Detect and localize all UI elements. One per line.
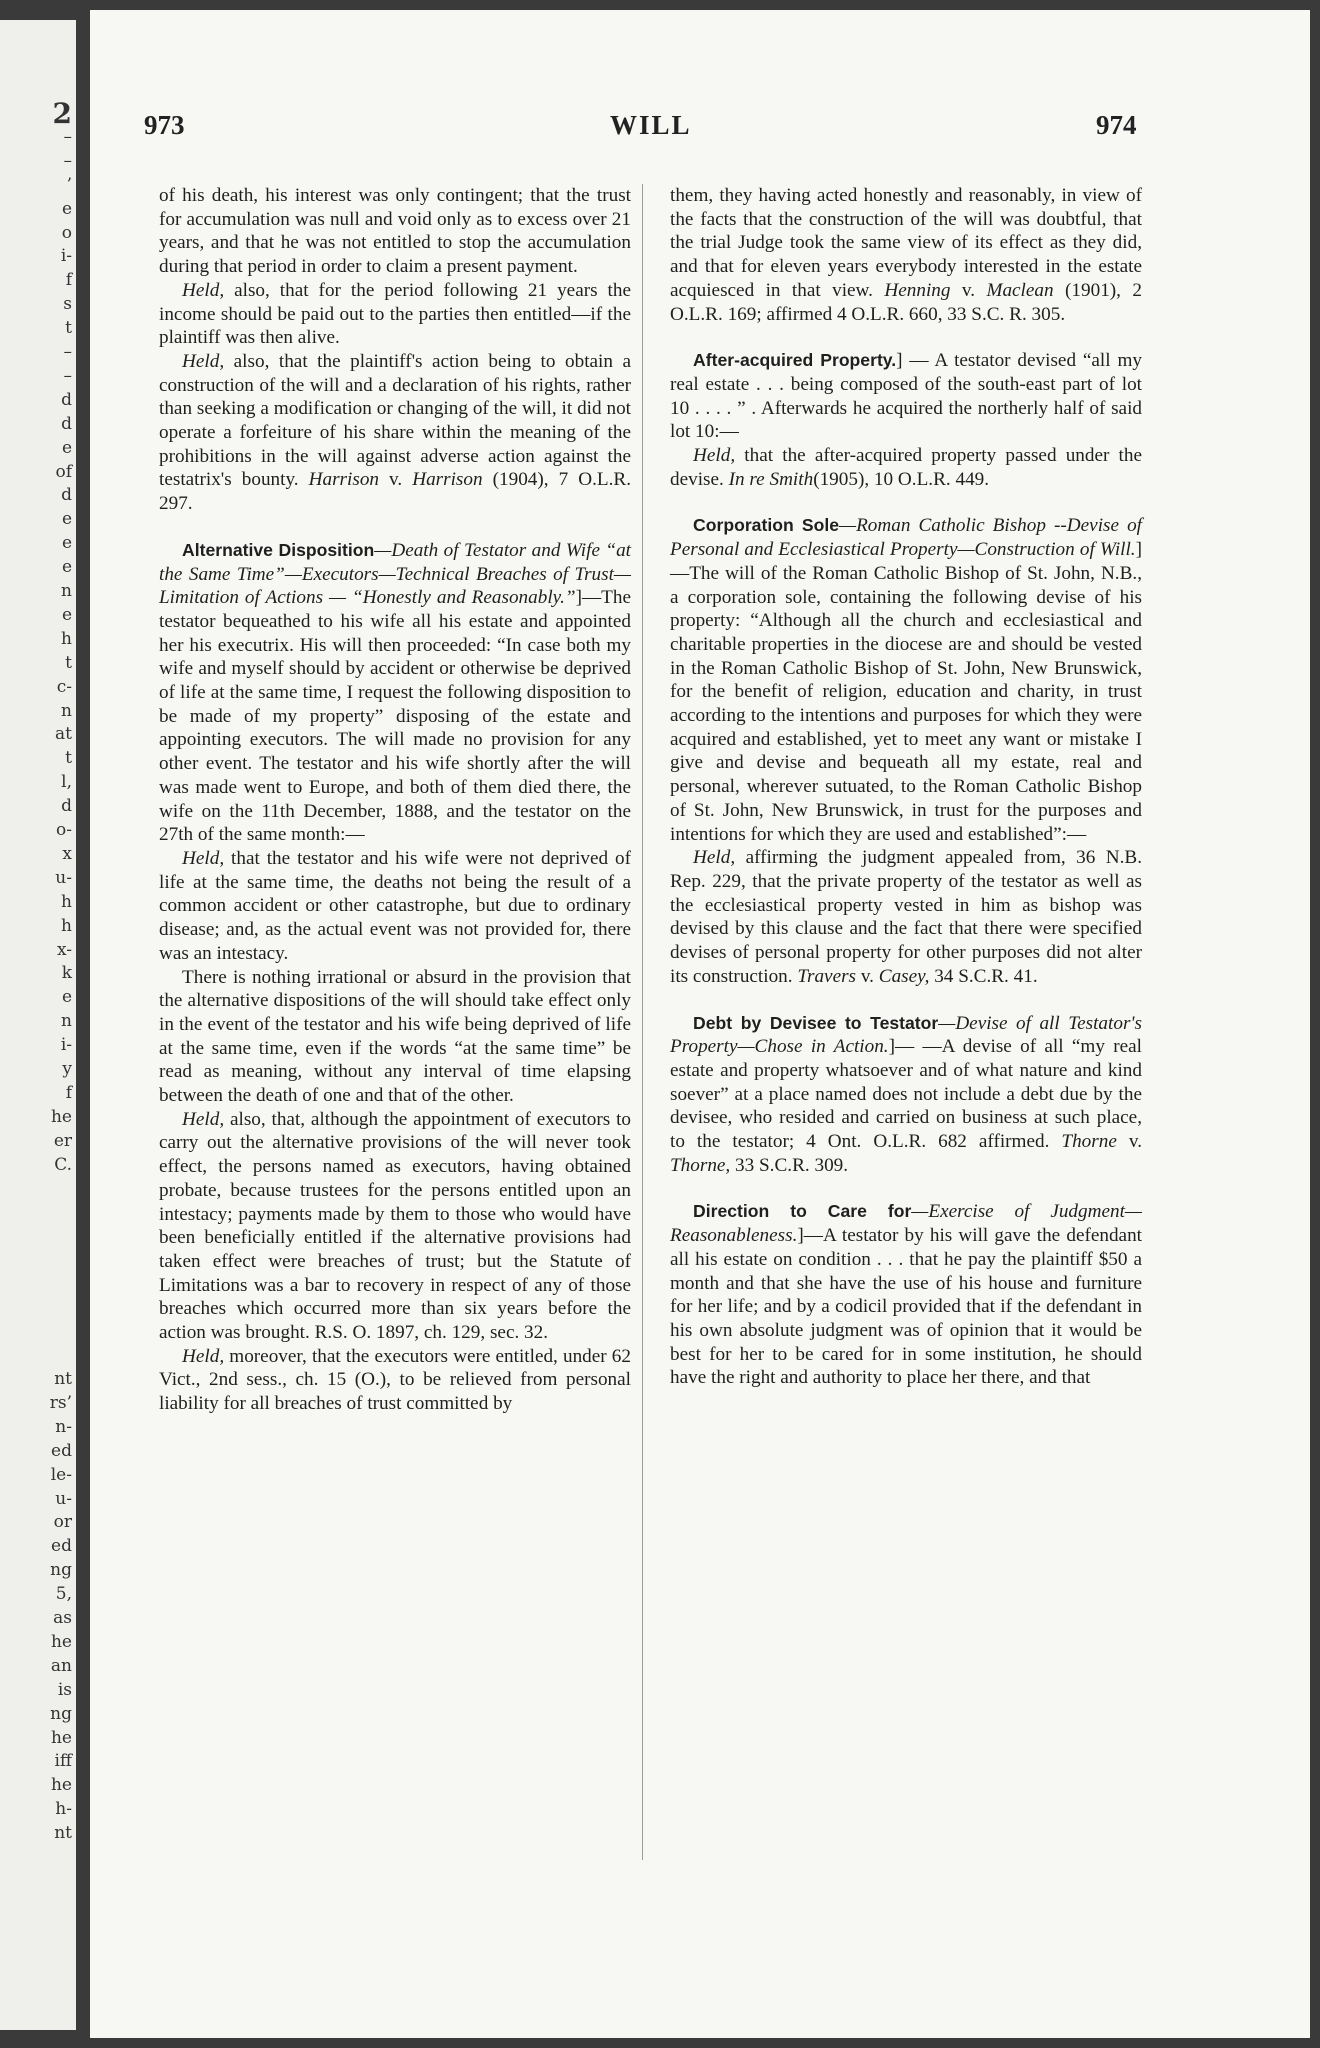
italic-text: Casey, (878, 965, 930, 987)
text-run: them, they having acted honestly and reasonably, in view of the facts that the construction of the will was doubtful, that the trial Judge took the same view of its effect as they did, and that for eleven years everybody interested in the estate acquiesced in that view. (670, 185, 1142, 301)
italic-text: Held, (182, 1108, 225, 1130)
italic-text: Maclean (986, 279, 1054, 301)
text-run: v. (379, 469, 413, 491)
text-run: of his death, his interest was only contingent; that the trust for accumulation was null and void only as to excess over 21 years, and that he was not entitled to stop the accumulation during that period in order to claim a present payment. (159, 185, 631, 278)
previous-page-fragment: o- (56, 820, 72, 840)
previous-page-fragment: e (61, 987, 72, 1008)
previous-page-fragment: x- (56, 939, 72, 960)
text-run: affirming the judgment appealed from, 36 N.B. Rep. 229, that the private property of the testator as well as the ecclesiastical property vested in him as bishop was devised by this clause and the fact that there were specified devises of personal property for other purposes did not alter its construction. (670, 847, 1142, 987)
previous-page-fragment: d (61, 389, 72, 410)
running-title: WILL (610, 110, 692, 140)
previous-page-fragment: ng (50, 1703, 72, 1724)
previous-page-fragment: – (63, 365, 72, 386)
previous-page-fragment: at (55, 724, 72, 745)
previous-page-fragment: t (65, 318, 72, 339)
previous-page-fragment: d (61, 485, 72, 506)
previous-page-fragment: he (50, 1631, 72, 1652)
previous-page-fragment: n (61, 581, 72, 601)
italic-text: Held, (182, 1345, 225, 1367)
text-run: (1901), 2 O.L.R. 169; affirmed 4 O.L.R. 660, 33 S.C. R. 305. (670, 279, 1142, 325)
italic-text: Harrison (412, 469, 483, 491)
previous-page-fragment: as (53, 1608, 72, 1628)
paragraph (159, 847, 631, 966)
entry-heading: Corporation Sole (693, 515, 840, 536)
book-page (90, 10, 1310, 2038)
previous-page-fragment: is (57, 1679, 72, 1700)
text-run: 33 S.C.R. 309. (730, 1154, 849, 1176)
previous-page-fragment: e (61, 509, 72, 530)
entry-heading: Debt by Devisee to Testator (693, 1012, 939, 1033)
previous-page-fragment: n (61, 700, 72, 721)
previous-page-fragment: h (61, 628, 72, 649)
text-run: ]—The will of the Roman Catholic Bishop of St. John, N.B., a corporation sole, containing the following devise of his property: “Although all the church and ecclesiastical and charitable properties in the diocese are and should be vested in the Roman Catholic Bishop of St. John, New Brunswick, for the benefit of religion, education and charity, in trust according to the intentions and purposes for which they were acquired and established, yet to meet any want or mistake I give and devise and bequeath all my estate, real and personal, wherever sutuated, to the Roman Catholic Bishop of St. John, New Brunswick, in trust for the purposes and intentions for which they are used and established”:— (670, 539, 1142, 845)
digest-entry (159, 539, 631, 847)
previous-page-fragment: iff (54, 1751, 72, 1772)
previous-page-fragment: k (61, 963, 72, 984)
text-run: ]—A testator by his will gave the defendant all his estate on condition . . . that he pay the plaintiff $50 a month and that she have the use of his house and furniture for her life; and by a codicil provided that if the defendant in his own absolute judgment was of opinion that it would be best for her to be cared for in some institution, he should have the right and authority to place her there, and that (670, 1225, 1142, 1389)
previous-page-fragment: h (61, 915, 72, 936)
previous-page-fragment: l, (61, 772, 72, 793)
running-header (90, 110, 1310, 150)
previous-page-fragment: C. (54, 1154, 72, 1175)
previous-page-fragment: nt (54, 1369, 72, 1389)
paragraph (159, 1108, 631, 1345)
previous-page-fragment: ’ (66, 174, 72, 195)
column-divider (642, 184, 643, 1860)
previous-page-fragment: of (55, 461, 72, 482)
text-run: ]— —A devise of all “my real estate and property whatsoever and of what nature and kind soever” at a place named does not include a debt due by the devisee, who resided and carried on business at such place, to the testator; 4 Ont. O.L.R. 682 affirmed. (670, 1036, 1143, 1153)
previous-page-fragment: he (50, 1106, 72, 1127)
previous-page-strip (0, 20, 76, 2030)
paragraph (159, 350, 631, 516)
italic-text: In re Smith (728, 468, 814, 490)
paragraph (670, 444, 1142, 491)
paragraph (159, 966, 631, 1108)
digest-entry (670, 1012, 1142, 1178)
italic-text: Held, (182, 279, 225, 301)
previous-page-fragment: f (65, 1082, 72, 1103)
page-number-right: 974 (1096, 110, 1137, 140)
previous-page-fragment: e (61, 533, 72, 554)
text-run: that the testator and his wife were not deprived of life at the same time, the deaths not being the result of a common accident or other catastrophe, but due to ordinary disease; and, as the actual event was not provided for, there was an intestacy. (159, 847, 631, 964)
italic-text: Harrison (308, 469, 380, 491)
previous-page-fragment: i- (60, 1035, 72, 1056)
text-run: There is nothing irrational or absurd in the provision that the alternative dispositions of the will should take effect only in the event of the testator and his wife being deprived of life at the same time, even if the words “at the same time” be read as meaning, without any interval of time elapsing between the death of one and that of the other. (159, 966, 631, 1107)
previous-page-fragment: o (61, 222, 72, 243)
previous-page-fragment: n (61, 1011, 72, 1032)
previous-page-fragment: i- (60, 246, 72, 267)
previous-page-fragment: y (62, 1059, 72, 1079)
text-run: ]—The testator bequeathed to his wife all his estate and appointed her his executrix. His will then proceeded: “In case both my wife and myself should by accident or otherwise be deprived of life at the same time, I request the following disposition to be made of my property” disposing of the estate and appointing executors. The will made no provision for any other event. The testator and his wife shortly after the will was made went to Europe, and both of them died there, the wife on the 11th December, 1888, and the testator on the 27th of the same month:— (159, 587, 631, 846)
previous-page-fragment: s (63, 294, 72, 315)
previous-page-fragment: t (65, 748, 72, 769)
previous-page-fragment: u- (55, 1488, 72, 1509)
previous-page-fragment: e (61, 604, 72, 625)
previous-page-fragment: – (63, 342, 72, 362)
previous-page-fragment: f (65, 270, 72, 291)
digest-entry (670, 514, 1142, 846)
text-run: also, that for the period following 21 years the income should be paid out to the parties then entitled—if the plaintiff was then alive. (159, 279, 631, 349)
italic-text: Thorne, (670, 1154, 731, 1176)
previous-page-fragment: an (50, 1655, 72, 1676)
previous-page-fragment: h (61, 891, 72, 912)
italic-text: Held, (182, 847, 225, 869)
previous-page-fragment: e (61, 437, 72, 458)
previous-page-fragment: u- (55, 867, 72, 888)
previous-page-fragment: rs’ (49, 1392, 72, 1413)
italic-text: —Exercise of Judgment—Reasonableness. (670, 1201, 1142, 1247)
previous-page-fragment: 2 (52, 97, 72, 130)
previous-page-fragment: d (61, 413, 72, 434)
text-run: that the after-acquired property passed under the devise. (670, 445, 1142, 490)
previous-page-fragment: ng (50, 1560, 72, 1581)
previous-page-fragment: e (61, 557, 72, 578)
previous-page-fragment: – (63, 126, 72, 147)
text-run: also, that the plaintiff's action being to obtain a construction of the will and a declaration of his rights, rather than seeking a modification or changing of the will, it did not operate a forfeiture of his share within the meaning of the prohibitions in the will against adverse action against the testatrix's bounty. (159, 350, 631, 491)
text-run: (1905), 10 O.L.R. 449. (813, 468, 990, 490)
italic-text: —Devise of all Testator's Property—Chose in Action. (670, 1012, 1142, 1058)
italic-text: —Death of Testator and Wife “at the Same Time”—Executors—Technical Breaches of Trust—Limitation of Actions — “Honestly and Reasonably.” (159, 539, 631, 609)
previous-page-fragment: – (63, 150, 72, 171)
previous-page-fragment: d (61, 796, 72, 817)
previous-page-fragment: c- (56, 676, 72, 697)
italic-text: Held, (693, 847, 736, 869)
entry-heading: Alternative Disposition (182, 539, 375, 560)
paragraph (159, 1345, 631, 1416)
text-run: v. (950, 279, 987, 301)
previous-page-fragment: or (53, 1512, 72, 1533)
paragraph (159, 279, 631, 350)
previous-page-fragment: le- (50, 1464, 72, 1485)
previous-page-fragment: e (61, 198, 72, 219)
text-run: v. (856, 965, 879, 987)
digest-entry (670, 349, 1142, 444)
italic-text: Held, (693, 445, 736, 467)
previous-page-fragment: h- (55, 1799, 72, 1820)
previous-page-fragment: x (62, 843, 72, 864)
right-text-column (670, 184, 1142, 1390)
italic-text: Thorne (1061, 1131, 1117, 1153)
text-run: also, that, although the appointment of executors to carry out the alternative provisions of the will never took effect, the persons named as executors, having obtained probate, because trustees for the persons entitled upon an intestacy; payments made by them to those who would have been beneficially entitled if the alternative provisions had taken effect were breaches of trust; but the Statute of Limitations was a bar to recovery in respect of any of those breaches which occurred more than six years before the action was brought. R.S. O. 1897, ch. 129, sec. 32. (159, 1108, 631, 1344)
previous-page-fragment: he (50, 1727, 72, 1748)
previous-page-fragment: ed (51, 1536, 72, 1557)
previous-page-fragment: t (65, 652, 72, 673)
entry-heading: After-acquired Property. (693, 350, 897, 371)
text-run: moreover, that the executors were entitled, under 62 Vict., 2nd sess., ch. 15 (O.), to be relieved from personal liability for all breaches of trust committed by (159, 1345, 631, 1415)
italic-text: Travers (797, 965, 857, 987)
paragraph (670, 846, 1142, 988)
italic-text: —Roman Catholic Bishop --Devise of Personal and Ecclesiastical Property—Construction of Will. (670, 515, 1142, 561)
text-run: ] — A testator devised “all my real estate . . . being composed of the south-east part of lot 10 . . . . ” . Afterwards he acquired the northerly half of said lot 10:— (670, 350, 1142, 443)
previous-page-fragment: nt (54, 1823, 72, 1844)
previous-page-fragment: 5, (55, 1584, 72, 1605)
italic-text: Henning (884, 279, 951, 301)
previous-page-fragment: n- (55, 1416, 72, 1437)
page-number-left: 973 (144, 110, 185, 140)
text-run: 34 S.C.R. 41. (929, 965, 1038, 987)
digest-entry (670, 1200, 1142, 1390)
paragraph (670, 184, 1142, 326)
entry-heading: Direction to Care for (693, 1201, 912, 1222)
text-run: v. (1116, 1131, 1142, 1153)
left-text-column (159, 184, 631, 1416)
previous-page-fragment: er (53, 1130, 72, 1151)
previous-page-fragment: ed (51, 1440, 72, 1461)
italic-text: Held, (182, 350, 225, 372)
text-run: (1904), 7 O.L.R. 297. (159, 469, 631, 515)
paragraph (159, 184, 631, 279)
previous-page-fragment: he (50, 1775, 72, 1796)
